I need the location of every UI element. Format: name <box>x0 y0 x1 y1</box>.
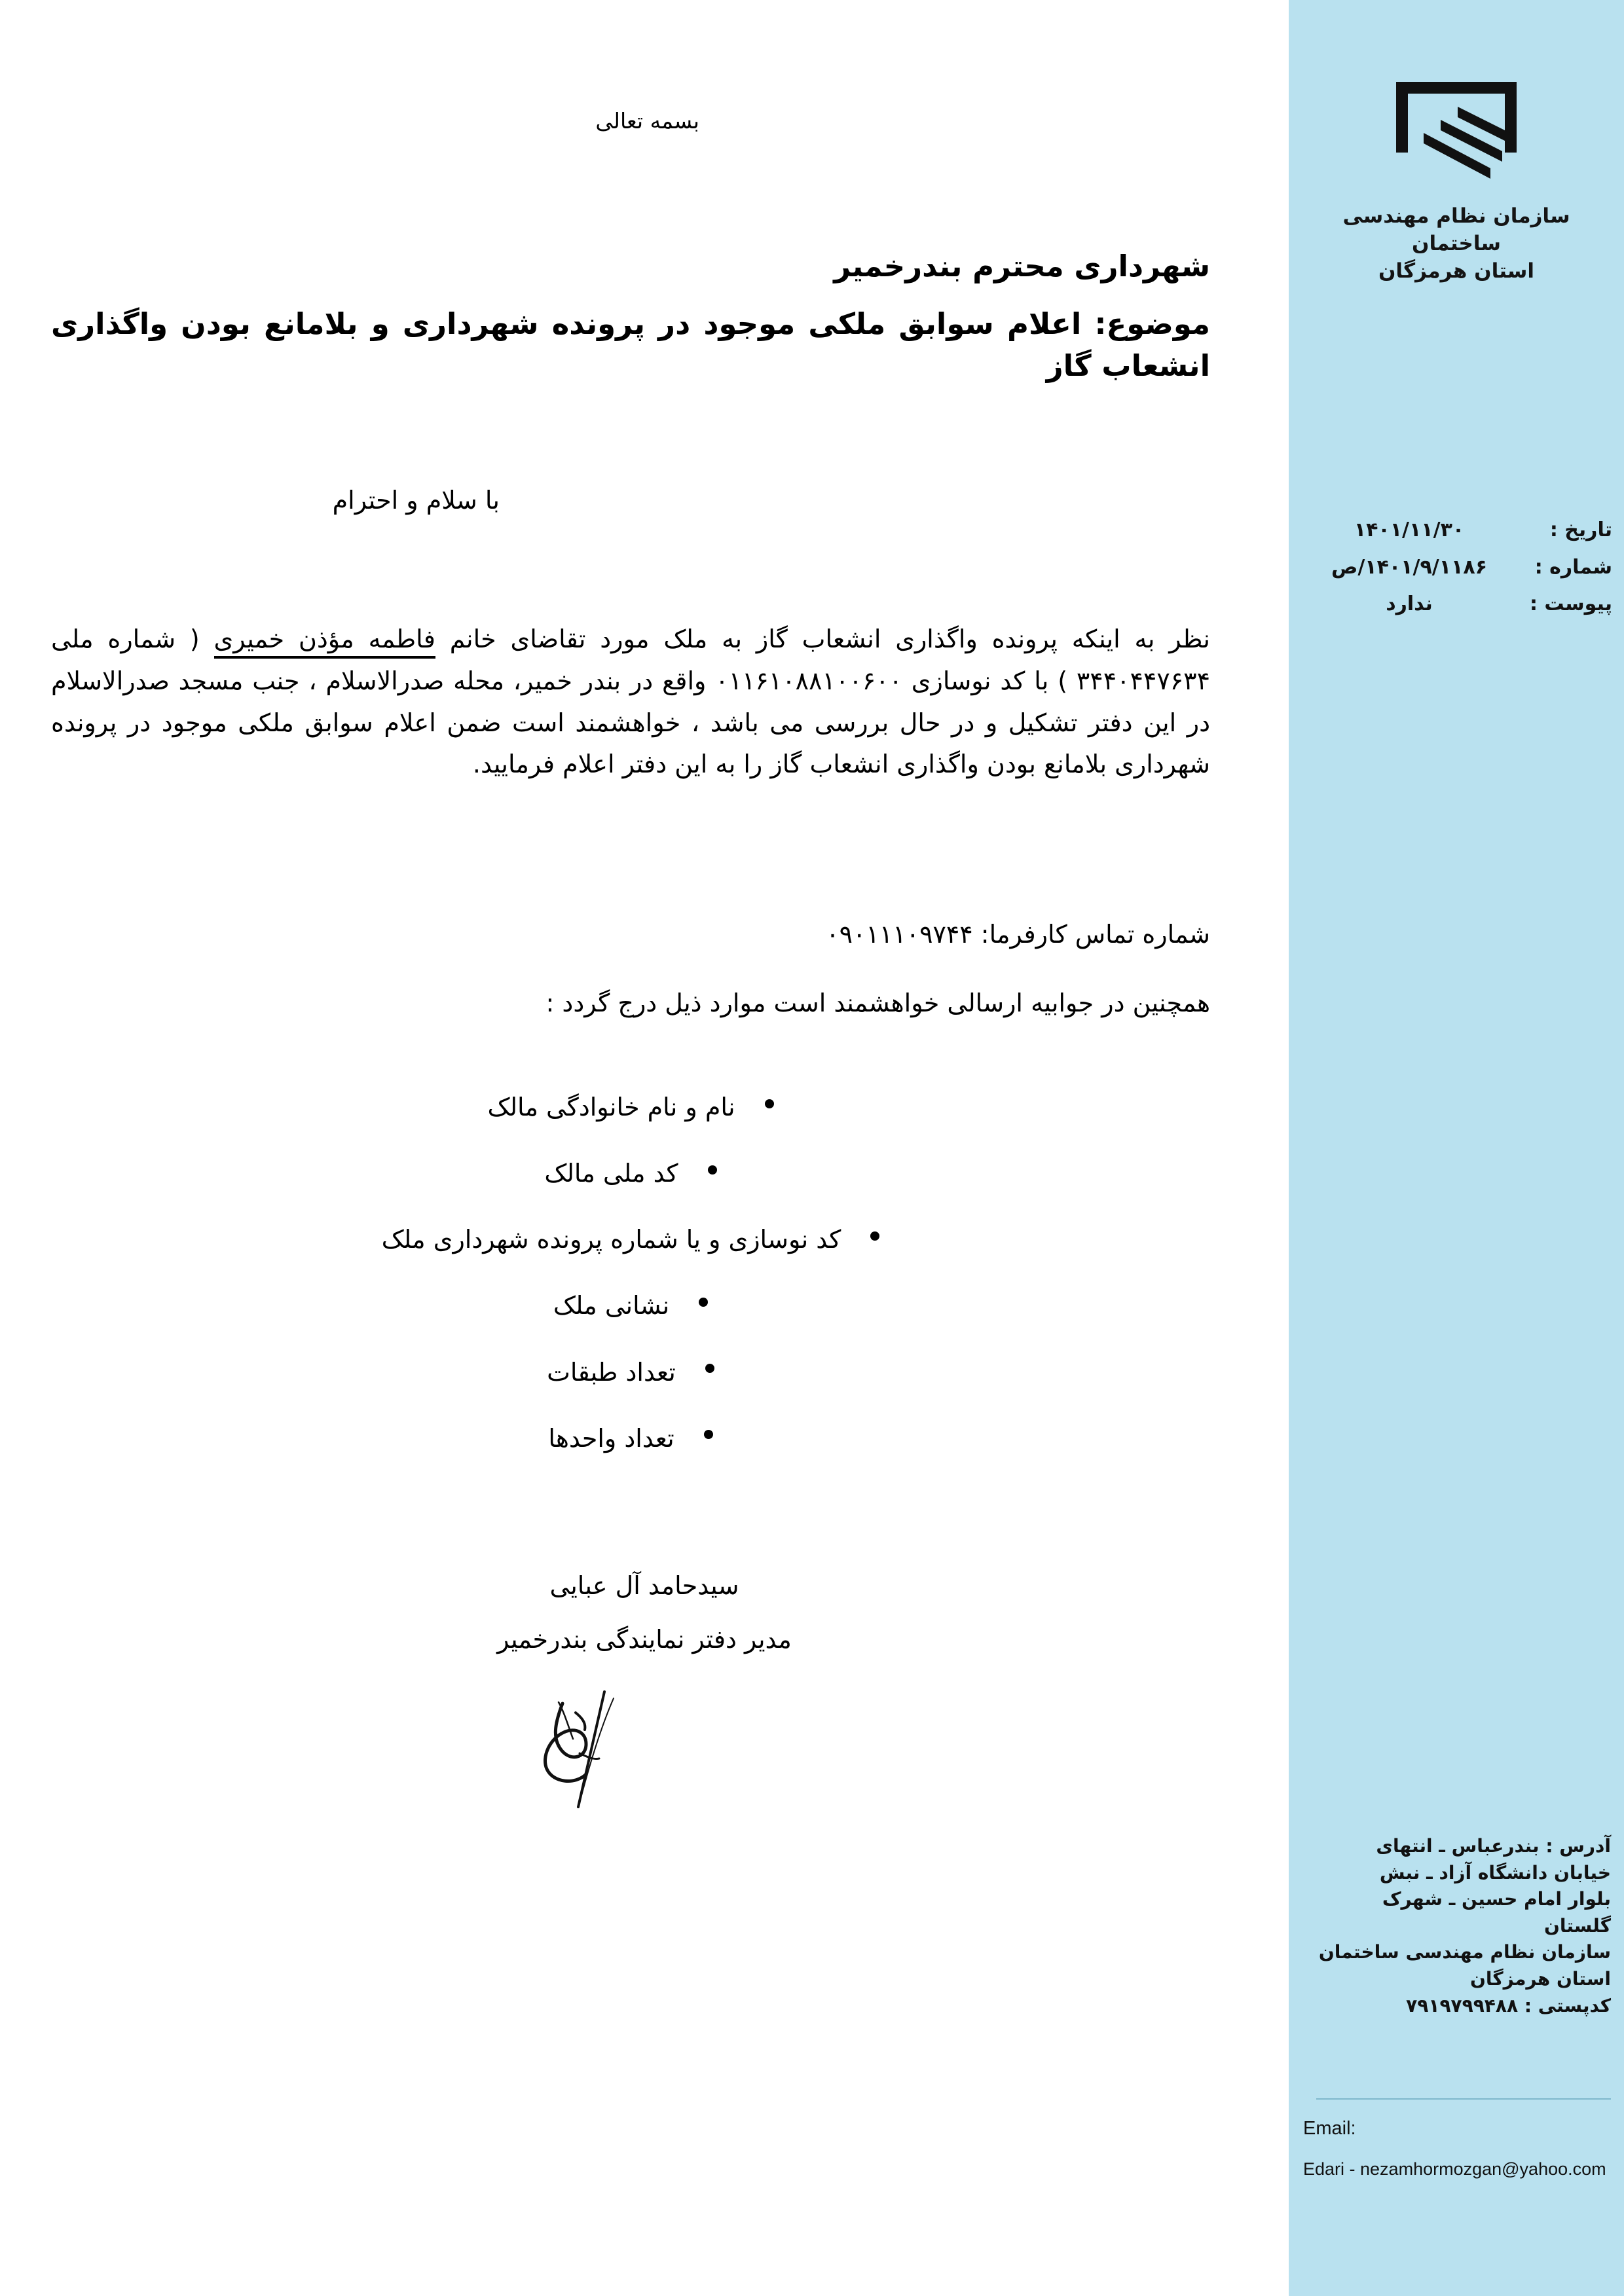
organization-name-line2: استان هرمزگان <box>1378 259 1535 283</box>
list-item <box>51 1421 1210 1455</box>
number-value: ۱۴۰۱/۹/۱۱۸۶/ص <box>1331 555 1488 579</box>
organization-name-line1: سازمان نظام مهندسی ساختمان <box>1342 204 1570 255</box>
postal-code-line: کدپستی : ۷۹۱۹۷۹۹۴۸۸ <box>1406 1994 1611 2016</box>
date-label: تاریخ : <box>1549 519 1612 541</box>
bullet-dot-icon <box>705 1364 714 1373</box>
body-text-part-two: ( شماره ملی ۳۴۴۰۴۴۷۶۳۴ ) با کد نوسازی ۰۱۱۶۱۰۸۸۱۰۰۶۰۰ واقع در بندر خمیر، محله صدرالاسلام ، جنب مسجد صدرالاسلام در این دفتر تشکیل و در حال بررسی می باشد ، خواهشمند است ضمن اعلام سوابق ملکی موجود در پرونده شهرداری بلامانع بودن واگذاری انشعاب گاز را به این دفتر اعلام فرمایید. <box>51 625 1210 779</box>
letter-meta-block <box>1304 517 1612 629</box>
address-line: بلوار امام حسین ـ شهرک <box>1382 1888 1611 1910</box>
organization-logo-icon <box>1384 75 1528 187</box>
meta-row-date <box>1304 517 1612 544</box>
footer-divider <box>1316 2098 1611 2100</box>
number-label: شماره : <box>1534 555 1612 579</box>
address-line: آدرس : بندرعباس ـ انتهای <box>1376 1835 1611 1857</box>
owner-name-underlined: فاطمه مؤذن خمیری <box>214 625 435 659</box>
additional-request-line: همچنین در جوابیه ارسالی خواهشمند است موارد ذیل درج گردد : <box>545 989 1210 1017</box>
address-line: گلستان <box>1543 1914 1611 1937</box>
list-item <box>51 1289 1210 1322</box>
bullet-dot-icon <box>870 1231 879 1241</box>
list-item-label: تعداد طبقات <box>547 1357 676 1387</box>
list-item-label: نشانی ملک <box>553 1291 670 1321</box>
meta-row-attachment <box>1304 591 1612 618</box>
list-item-label: نام و نام خانوادگی مالک <box>487 1092 735 1121</box>
subject-line: موضوع: اعلام سوابق ملکی موجود در پرونده شهرداری و بلامانع بودن واگذاری انشعاب گاز <box>51 306 1210 383</box>
signatory-title: مدیر دفتر نمایندگی بندرخمیر <box>497 1625 792 1654</box>
bullet-dot-icon <box>765 1099 774 1108</box>
list-item <box>51 1222 1210 1256</box>
handwritten-signature-icon <box>513 1676 683 1827</box>
address-line: سازمان نظام مهندسی ساختمان <box>1318 1941 1611 1963</box>
organization-name <box>1289 203 1624 285</box>
signature-block <box>0 1571 1289 1654</box>
address-line: استان هرمزگان <box>1469 1967 1611 1990</box>
letterhead-sidebar <box>1289 0 1624 2296</box>
email-address[interactable]: Edari - nezamhormozgan@yahoo.com <box>1303 2159 1606 2179</box>
footer-address-block <box>1316 1833 1611 2019</box>
bullet-dot-icon <box>704 1430 713 1439</box>
signatory-name: سیدحامد آل عبایی <box>549 1571 739 1600</box>
list-item <box>51 1156 1210 1190</box>
greeting-line: با سلام و احترام <box>332 486 500 515</box>
addressee-line: شهرداری محترم بندرخمیر <box>834 249 1210 283</box>
bullet-dot-icon <box>699 1298 708 1307</box>
attachment-label: پیوست : <box>1529 592 1612 615</box>
employer-phone-line: شماره تماس کارفرما: ۰۹۰۱۱۱۰۹۷۴۴ <box>826 920 1210 949</box>
list-item-label: تعداد واحدها <box>548 1423 674 1453</box>
list-item-label: کد ملی مالک <box>544 1158 678 1188</box>
email-label: Email: <box>1303 2118 1356 2139</box>
body-paragraph <box>51 619 1210 786</box>
basmala-text: بسمه تعالی <box>595 108 699 134</box>
date-value: ۱۴۰۱/۱۱/۳۰ <box>1354 519 1465 541</box>
list-item-label: کد نوسازی و یا شماره پرونده شهرداری ملک <box>381 1225 841 1254</box>
list-item <box>51 1090 1210 1123</box>
footer-email-block <box>1303 2118 1611 2179</box>
bullet-dot-icon <box>708 1165 717 1175</box>
body-text-part-one: نظر به اینکه پرونده واگذاری انشعاب گاز به ملک مورد تقاضای خانم <box>435 625 1210 653</box>
meta-row-number <box>1304 555 1612 581</box>
requested-items-list <box>51 1090 1210 1487</box>
list-item <box>51 1355 1210 1389</box>
attachment-value: ندارد <box>1386 592 1433 615</box>
address-line: خیابان دانشگاه آزاد ـ نبش <box>1379 1861 1611 1884</box>
